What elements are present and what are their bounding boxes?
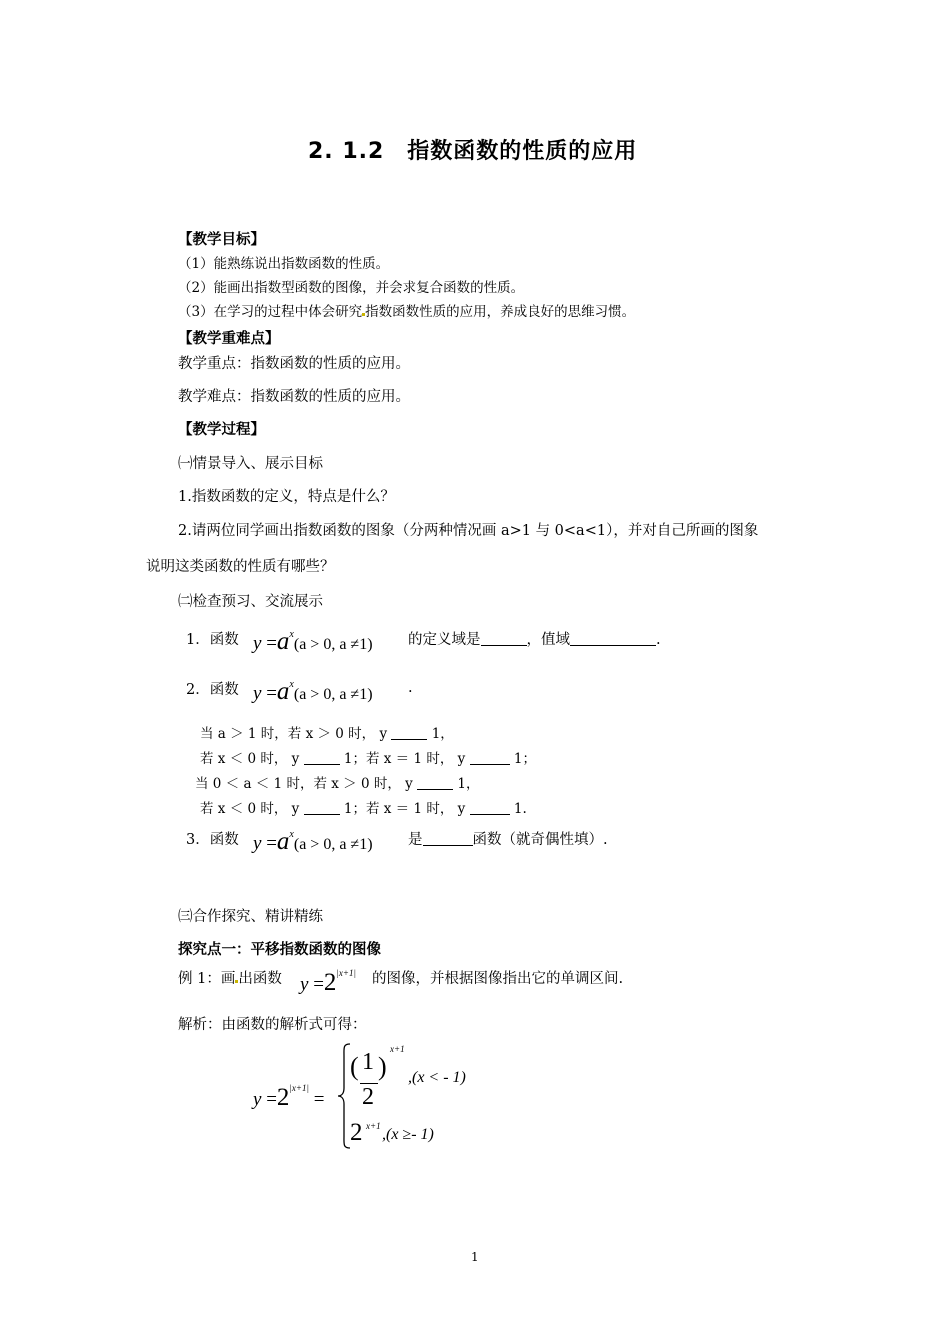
problem-2-end: . (408, 680, 413, 696)
answer-blank[interactable] (470, 750, 510, 765)
goal-item-1: （1）能熟练说出指数函数的性质。 (178, 256, 390, 272)
answer-blank[interactable] (417, 775, 453, 790)
example-1-formula: $y =2^{|x+1|}$ (300, 968, 356, 996)
problem-2-formula: $y =a^x(a > 0$, a ≠1) (253, 678, 373, 705)
problem-3-formula: $y =a^x(a > 0$, a ≠1) (253, 828, 373, 855)
answer-blank[interactable] (304, 750, 340, 765)
example-1-text: 例 1：画 出函数 (178, 971, 282, 987)
difficulty-text: 教学难点：指数函数的性质的应用。 (178, 389, 410, 405)
problem-3-text: 是 函数（就奇偶性填）. (408, 832, 608, 848)
case-line-2: 若 x ＜ 0 时， y 1；若 x ＝ 1 时， y 1； (200, 751, 536, 767)
question-2-line-2: 说明这类函数的性质有哪些？ (146, 559, 335, 575)
focus-text: 教学重点：指数函数的性质的应用。 (178, 356, 410, 372)
goals-heading: 【教学目标】 (178, 232, 265, 248)
goal-item-2: （2）能画出指数型函数的图像，并会求复合函数的性质。 (178, 280, 525, 296)
answer-blank[interactable] (570, 631, 656, 646)
case-2-base: 2 (350, 1119, 363, 1146)
case-2-condition: ,(x ≥- 1) (382, 1126, 434, 1143)
fraction-denominator: 2 (362, 1084, 374, 1110)
problem-1-label: 1．函数 (186, 632, 239, 648)
answer-blank[interactable] (470, 800, 510, 815)
paren-open: ( (350, 1052, 359, 1081)
case-2-exponent: x+1 (366, 1121, 381, 1131)
solution-text: 解析：由函数的解析式可得： (178, 1017, 367, 1033)
goal-item-3: （3）在学习的过程中体会研究 指数函数性质的应用，养成良好的思维习惯。 (178, 304, 636, 320)
example-1-tail: 的图像，并根据图像指出它的单调区间. (372, 971, 624, 987)
problem-1-text: 的定义域是 ，值域 . (408, 632, 661, 648)
case-1-condition: ,(x < - 1) (408, 1069, 466, 1086)
process-heading: 【教学过程】 (178, 422, 265, 438)
answer-blank[interactable] (391, 725, 427, 740)
case-line-4: 若 x ＜ 0 时， y 1；若 x ＝ 1 时， y 1. (200, 801, 527, 817)
case-line-3: 当 0 ＜ a ＜ 1 时，若 x ＞ 0 时， y 1， (195, 776, 480, 792)
problem-1-formula: $y =a^x(a > 0$, a ≠1) (253, 628, 373, 655)
paren-close: ) (378, 1052, 387, 1081)
page-number: 1 (471, 1250, 479, 1264)
answer-blank[interactable] (481, 631, 527, 646)
keypoints-heading: 【教学重难点】 (178, 331, 280, 347)
case-line-1: 当 a ＞ 1 时，若 x ＞ 0 时， y 1， (200, 726, 454, 742)
section-3-title: ㈢合作探究、精讲精练 (178, 909, 323, 925)
piecewise-lhs: $y =2^{|x+1|}$ = (253, 1083, 325, 1111)
answer-blank[interactable] (423, 831, 473, 846)
question-2-line-1: 2.请两位同学画出指数函数的图象（分两种情况画 a>1 与 0<a<1），并对自己所画的图象 (178, 523, 759, 539)
problem-2-label: 2．函数 (186, 682, 239, 698)
section-2-title: ㈡检查预习、交流展示 (178, 594, 323, 610)
explore-1-title: 探究点一：平移指数函数的图像 (178, 942, 381, 958)
page-title: 2. 1.2 指数函数的性质的应用 (308, 139, 638, 164)
problem-3-label: 3．函数 (186, 832, 239, 848)
fraction-numerator: 1 (362, 1049, 374, 1075)
case-1-exponent: x+1 (390, 1044, 405, 1054)
section-1-title: ㈠情景导入、展示目标 (178, 456, 323, 472)
answer-blank[interactable] (304, 800, 340, 815)
question-1: 1.指数函数的定义，特点是什么？ (178, 489, 395, 505)
